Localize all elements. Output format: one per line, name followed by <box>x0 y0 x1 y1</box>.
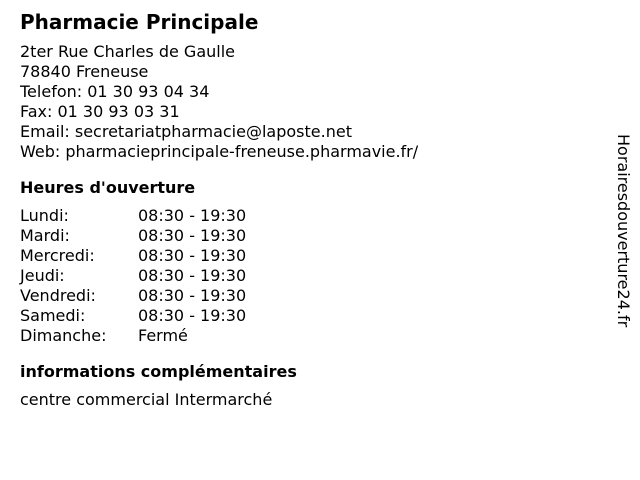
city-address: 78840 Freneuse <box>20 62 149 81</box>
pharmacy-card <box>20 10 600 410</box>
hours-time: Fermé <box>138 326 188 345</box>
phone-line: Telefon: 01 30 93 04 34 <box>20 82 210 101</box>
street-address: 2ter Rue Charles de Gaulle <box>20 42 235 61</box>
email-line: Email: secretariatpharmacie@laposte.net <box>20 122 352 141</box>
hours-day: Mardi: <box>20 226 70 245</box>
hours-time: 08:30 - 19:30 <box>138 286 247 305</box>
hours-row <box>20 306 600 326</box>
hours-day: Samedi: <box>20 306 86 325</box>
hours-row <box>20 266 600 286</box>
hours-day: Mercredi: <box>20 246 95 265</box>
site-watermark: Horairesdouverture24.fr <box>614 134 633 328</box>
hours-row <box>20 206 600 226</box>
hours-time: 08:30 - 19:30 <box>138 226 247 245</box>
hours-row <box>20 326 600 346</box>
additional-info-text: centre commercial Intermarché <box>20 390 273 409</box>
hours-day: Jeudi: <box>20 266 65 285</box>
pharmacy-name: Pharmacie Principale <box>20 10 259 34</box>
hours-row <box>20 226 600 246</box>
fax-line: Fax: 01 30 93 03 31 <box>20 102 180 121</box>
hours-time: 08:30 - 19:30 <box>138 206 247 225</box>
hours-day: Lundi: <box>20 206 69 225</box>
contact-block <box>20 42 600 162</box>
opening-hours-title: Heures d'ouverture <box>20 178 196 197</box>
additional-info-title: informations complémentaires <box>20 362 297 381</box>
hours-time: 08:30 - 19:30 <box>138 266 247 285</box>
web-line: Web: pharmacieprincipale-freneuse.pharmavie.fr/ <box>20 142 419 161</box>
hours-row <box>20 286 600 306</box>
hours-row <box>20 246 600 266</box>
hours-day: Vendredi: <box>20 286 96 305</box>
hours-day: Dimanche: <box>20 326 107 345</box>
opening-hours-table <box>20 206 600 346</box>
hours-time: 08:30 - 19:30 <box>138 306 247 325</box>
hours-time: 08:30 - 19:30 <box>138 246 247 265</box>
